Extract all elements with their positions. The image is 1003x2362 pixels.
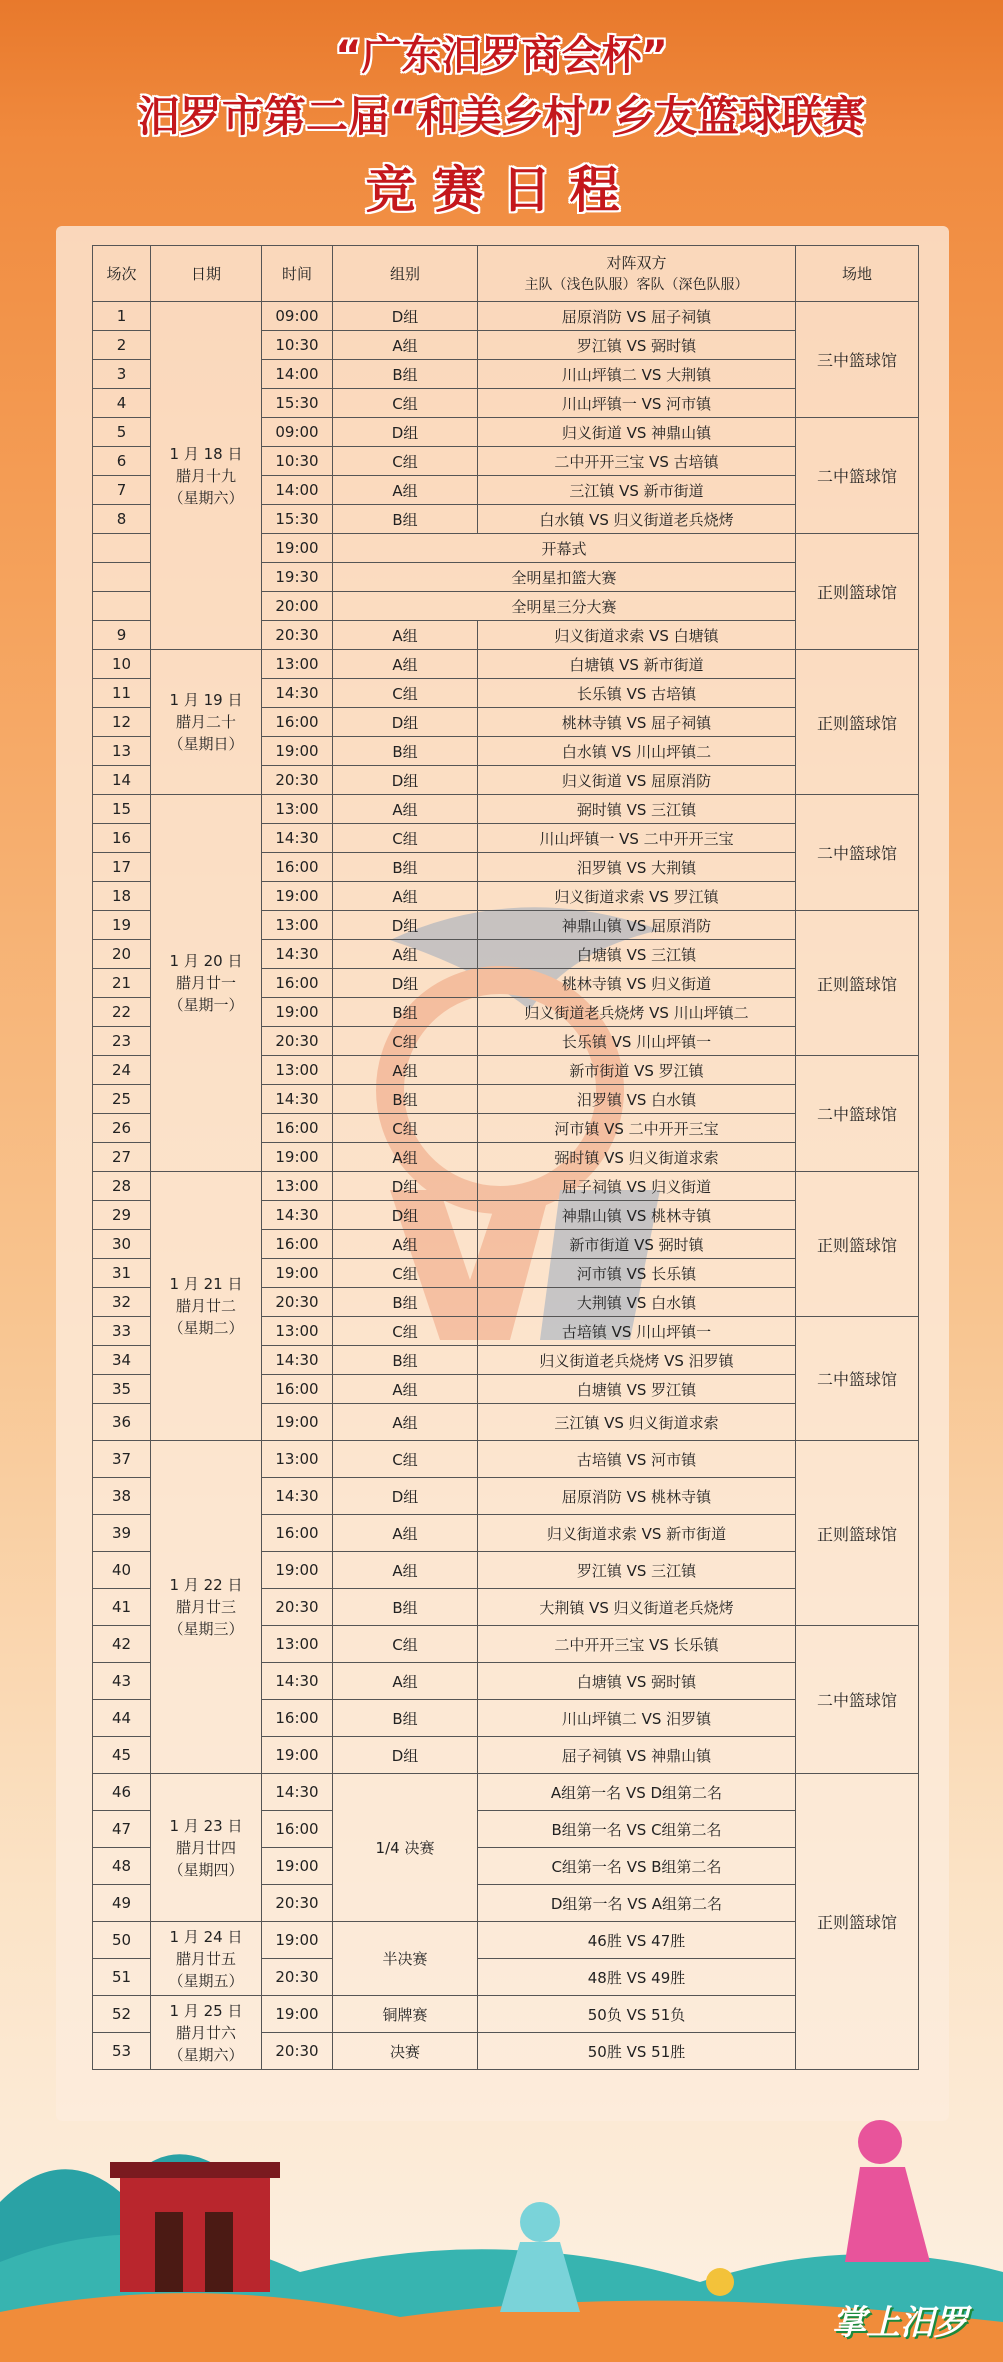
match-no-cell: 1 <box>93 302 151 331</box>
teams-cell: 古培镇 VS 川山坪镇一 <box>478 1317 796 1346</box>
teams-cell: 白塘镇 VS 新市街道 <box>478 650 796 679</box>
teams-cell: D组第一名 VS A组第二名 <box>478 1885 796 1922</box>
match-no-cell: 45 <box>93 1737 151 1774</box>
date-cell <box>151 302 262 650</box>
time-cell: 19:00 <box>262 1737 333 1774</box>
match-no-cell: 40 <box>93 1552 151 1589</box>
teams-cell: 汨罗镇 VS 大荆镇 <box>478 853 796 882</box>
time-cell: 13:00 <box>262 1317 333 1346</box>
teams-cell: B组第一名 VS C组第二名 <box>478 1811 796 1848</box>
time-cell: 19:00 <box>262 534 333 563</box>
time-cell: 14:30 <box>262 1085 333 1114</box>
venue-cell: 正则篮球馆 <box>796 534 919 650</box>
group-cell: A组 <box>333 621 478 650</box>
teams-cell: 白塘镇 VS 弼时镇 <box>478 1663 796 1700</box>
table-row <box>93 1441 919 1478</box>
group-cell: C组 <box>333 1441 478 1478</box>
group-cell: A组 <box>333 882 478 911</box>
time-cell: 13:00 <box>262 1056 333 1085</box>
group-cell: B组 <box>333 505 478 534</box>
match-no-cell: 53 <box>93 2033 151 2070</box>
teams-cell: 长乐镇 VS 川山坪镇一 <box>478 1027 796 1056</box>
teams-cell: 河市镇 VS 二中开开三宝 <box>478 1114 796 1143</box>
match-no-cell: 46 <box>93 1774 151 1811</box>
date-line: 1 月 24 日 <box>169 1927 243 1946</box>
time-cell: 13:00 <box>262 1441 333 1478</box>
time-cell: 09:00 <box>262 418 333 447</box>
group-cell: A组 <box>333 1230 478 1259</box>
match-no-cell: 41 <box>93 1589 151 1626</box>
match-no-cell: 37 <box>93 1441 151 1478</box>
venue-cell: 三中篮球馆 <box>796 302 919 418</box>
time-cell: 16:00 <box>262 853 333 882</box>
date-line: 腊月廿四 <box>175 1838 236 1857</box>
time-cell: 14:00 <box>262 360 333 389</box>
venue-cell: 二中篮球馆 <box>796 418 919 534</box>
match-no-cell: 10 <box>93 650 151 679</box>
match-no-cell: 38 <box>93 1478 151 1515</box>
date-line: 腊月十九 <box>175 466 236 485</box>
match-no-cell: 50 <box>93 1922 151 1959</box>
event-cell: 全明星扣篮大赛 <box>333 563 796 592</box>
time-cell: 20:30 <box>262 1959 333 1996</box>
date-line: 腊月廿六 <box>175 2023 236 2042</box>
teams-cell: 川山坪镇二 VS 大荆镇 <box>478 360 796 389</box>
time-cell: 16:00 <box>262 969 333 998</box>
date-line: 1 月 22 日 <box>169 1576 243 1594</box>
date-cell <box>151 1774 262 1922</box>
match-no-cell: 35 <box>93 1375 151 1404</box>
group-cell: D组 <box>333 1201 478 1230</box>
match-no-cell: 33 <box>93 1317 151 1346</box>
time-cell: 19:00 <box>262 1143 333 1172</box>
match-no-cell: 32 <box>93 1288 151 1317</box>
match-no-cell: 6 <box>93 447 151 476</box>
group-cell: A组 <box>333 1552 478 1589</box>
group-cell: B组 <box>333 1085 478 1114</box>
group-cell: A组 <box>333 650 478 679</box>
header-teams <box>478 246 796 302</box>
venue-cell: 二中篮球馆 <box>796 795 919 911</box>
time-cell: 13:00 <box>262 1626 333 1663</box>
teams-cell: 神鼎山镇 VS 桃林寺镇 <box>478 1201 796 1230</box>
group-cell: C组 <box>333 824 478 853</box>
group-cell: A组 <box>333 476 478 505</box>
group-cell: B组 <box>333 998 478 1027</box>
group-cell: C组 <box>333 389 478 418</box>
teams-cell: 50胜 VS 51胜 <box>478 2033 796 2070</box>
venue-cell: 正则篮球馆 <box>796 650 919 795</box>
venue-cell: 正则篮球馆 <box>796 1774 919 2070</box>
group-cell: D组 <box>333 1737 478 1774</box>
teams-cell: 归义街道老兵烧烤 VS 汨罗镇 <box>478 1346 796 1375</box>
time-cell: 14:30 <box>262 1478 333 1515</box>
match-no-cell: 27 <box>93 1143 151 1172</box>
group-cell: A组 <box>333 1056 478 1085</box>
group-cell: 1/4 决赛 <box>333 1774 478 1922</box>
teams-cell: 三江镇 VS 新市街道 <box>478 476 796 505</box>
group-cell: D组 <box>333 302 478 331</box>
time-cell: 13:00 <box>262 1172 333 1201</box>
date-cell <box>151 1441 262 1774</box>
teams-cell: 汨罗镇 VS 白水镇 <box>478 1085 796 1114</box>
group-cell: B组 <box>333 1346 478 1375</box>
venue-cell: 二中篮球馆 <box>796 1626 919 1774</box>
table-row <box>93 650 919 679</box>
time-cell: 16:00 <box>262 1114 333 1143</box>
group-cell: B组 <box>333 737 478 766</box>
group-cell: A组 <box>333 331 478 360</box>
teams-cell: 三江镇 VS 归义街道求索 <box>478 1404 796 1441</box>
date-cell <box>151 1172 262 1441</box>
time-cell: 20:00 <box>262 592 333 621</box>
teams-cell: 长乐镇 VS 古培镇 <box>478 679 796 708</box>
match-no-cell: 39 <box>93 1515 151 1552</box>
group-cell: A组 <box>333 1143 478 1172</box>
date-line: （星期二） <box>168 1319 244 1337</box>
header-group: 组别 <box>333 246 478 302</box>
date-line: 1 月 23 日 <box>169 1816 243 1835</box>
time-cell: 19:00 <box>262 1922 333 1959</box>
teams-cell: 川山坪镇一 VS 二中开开三宝 <box>478 824 796 853</box>
group-cell: C组 <box>333 1259 478 1288</box>
match-no-cell: 25 <box>93 1085 151 1114</box>
group-cell: A组 <box>333 1404 478 1441</box>
header-match-no: 场次 <box>93 246 151 302</box>
teams-cell: 归义街道 VS 神鼎山镇 <box>478 418 796 447</box>
match-no-cell: 43 <box>93 1663 151 1700</box>
date-cell <box>151 650 262 795</box>
date-line: （星期日） <box>168 735 244 753</box>
teams-cell: 50负 VS 51负 <box>478 1996 796 2033</box>
date-line: 1 月 18 日 <box>169 444 243 463</box>
date-cell <box>151 795 262 1172</box>
header-date: 日期 <box>151 246 262 302</box>
teams-cell: 屈子祠镇 VS 归义街道 <box>478 1172 796 1201</box>
match-no-cell: 31 <box>93 1259 151 1288</box>
match-no-cell: 19 <box>93 911 151 940</box>
time-cell: 20:30 <box>262 621 333 650</box>
time-cell: 14:30 <box>262 1346 333 1375</box>
time-cell: 16:00 <box>262 1230 333 1259</box>
match-no-cell: 15 <box>93 795 151 824</box>
date-line: 腊月廿一 <box>175 974 236 992</box>
match-no-cell: 21 <box>93 969 151 998</box>
match-no-cell: 7 <box>93 476 151 505</box>
date-line: （星期一） <box>168 996 244 1014</box>
group-cell: B组 <box>333 1700 478 1737</box>
date-cell <box>151 1922 262 1996</box>
match-no-cell: 12 <box>93 708 151 737</box>
venue-cell: 正则篮球馆 <box>796 1441 919 1626</box>
time-cell: 14:30 <box>262 679 333 708</box>
time-cell: 19:00 <box>262 1848 333 1885</box>
match-no-cell: 48 <box>93 1848 151 1885</box>
group-cell: C组 <box>333 1317 478 1346</box>
match-no-cell: 22 <box>93 998 151 1027</box>
group-cell: A组 <box>333 1515 478 1552</box>
header-venue: 场地 <box>796 246 919 302</box>
teams-cell: 新市街道 VS 弼时镇 <box>478 1230 796 1259</box>
teams-cell: 新市街道 VS 罗江镇 <box>478 1056 796 1085</box>
group-cell: A组 <box>333 795 478 824</box>
group-cell: D组 <box>333 911 478 940</box>
match-no-cell: 18 <box>93 882 151 911</box>
time-cell: 13:00 <box>262 795 333 824</box>
date-line: 1 月 19 日 <box>169 691 243 709</box>
teams-cell: 弼时镇 VS 三江镇 <box>478 795 796 824</box>
time-cell: 16:00 <box>262 708 333 737</box>
time-cell: 20:30 <box>262 766 333 795</box>
time-cell: 09:00 <box>262 302 333 331</box>
date-line: 1 月 21 日 <box>169 1275 243 1293</box>
group-cell: C组 <box>333 1027 478 1056</box>
title-line-2: 汨罗市第二届“和美乡村”乡友篮球联赛 <box>137 92 866 141</box>
group-cell: D组 <box>333 1478 478 1515</box>
match-no-cell: 3 <box>93 360 151 389</box>
date-line: 1 月 20 日 <box>169 952 243 970</box>
teams-cell: 二中开开三宝 VS 古培镇 <box>478 447 796 476</box>
teams-cell: 屈原消防 VS 桃林寺镇 <box>478 1478 796 1515</box>
group-cell: B组 <box>333 853 478 882</box>
time-cell: 15:30 <box>262 505 333 534</box>
time-cell: 19:00 <box>262 737 333 766</box>
time-cell: 15:30 <box>262 389 333 418</box>
group-cell: C组 <box>333 679 478 708</box>
teams-cell: 屈原消防 VS 屈子祠镇 <box>478 302 796 331</box>
event-cell: 全明星三分大赛 <box>333 592 796 621</box>
group-cell: D组 <box>333 766 478 795</box>
match-no-cell: 5 <box>93 418 151 447</box>
teams-cell: 白塘镇 VS 三江镇 <box>478 940 796 969</box>
date-line: （星期三） <box>168 1620 244 1638</box>
match-no-cell: 52 <box>93 1996 151 2033</box>
teams-cell: 归义街道求索 VS 白塘镇 <box>478 621 796 650</box>
group-cell: A组 <box>333 1663 478 1700</box>
time-cell: 20:30 <box>262 2033 333 2070</box>
match-no-cell: 44 <box>93 1700 151 1737</box>
date-line: 腊月二十 <box>175 713 236 731</box>
date-line: 腊月廿五 <box>175 1949 236 1968</box>
header-teams-title: 对阵双方 <box>606 253 667 272</box>
match-no-cell: 30 <box>93 1230 151 1259</box>
date-line: 腊月廿三 <box>175 1598 236 1616</box>
match-no-cell: 51 <box>93 1959 151 1996</box>
date-line: （星期四） <box>168 1860 244 1879</box>
teams-cell: 河市镇 VS 长乐镇 <box>478 1259 796 1288</box>
time-cell: 19:30 <box>262 563 333 592</box>
date-line: （星期六） <box>168 2045 244 2064</box>
table-row <box>93 302 919 331</box>
teams-cell: 弼时镇 VS 归义街道求索 <box>478 1143 796 1172</box>
time-cell: 19:00 <box>262 882 333 911</box>
match-no-cell: 49 <box>93 1885 151 1922</box>
group-cell: A组 <box>333 1375 478 1404</box>
teams-cell: 古培镇 VS 河市镇 <box>478 1441 796 1478</box>
time-cell: 16:00 <box>262 1375 333 1404</box>
teams-cell: 屈子祠镇 VS 神鼎山镇 <box>478 1737 796 1774</box>
match-no-cell <box>93 534 151 563</box>
table-row <box>93 1172 919 1201</box>
venue-cell: 正则篮球馆 <box>796 1172 919 1317</box>
time-cell: 19:00 <box>262 1259 333 1288</box>
time-cell: 20:30 <box>262 1885 333 1922</box>
time-cell: 14:30 <box>262 1663 333 1700</box>
teams-cell: 46胜 VS 47胜 <box>478 1922 796 1959</box>
match-no-cell: 2 <box>93 331 151 360</box>
teams-cell: 二中开开三宝 VS 长乐镇 <box>478 1626 796 1663</box>
date-line: 腊月廿二 <box>175 1297 236 1315</box>
time-cell: 19:00 <box>262 1996 333 2033</box>
date-line: 1 月 25 日 <box>169 2001 243 2020</box>
teams-cell: 川山坪镇二 VS 汨罗镇 <box>478 1700 796 1737</box>
group-cell: B组 <box>333 360 478 389</box>
time-cell: 20:30 <box>262 1288 333 1317</box>
time-cell: 16:00 <box>262 1700 333 1737</box>
table-row <box>93 1774 919 1811</box>
teams-cell: 48胜 VS 49胜 <box>478 1959 796 1996</box>
match-no-cell: 47 <box>93 1811 151 1848</box>
time-cell: 19:00 <box>262 1552 333 1589</box>
teams-cell: C组第一名 VS B组第二名 <box>478 1848 796 1885</box>
group-cell: 半决赛 <box>333 1922 478 1996</box>
table-row <box>93 1922 919 1959</box>
match-no-cell: 29 <box>93 1201 151 1230</box>
event-cell: 开幕式 <box>333 534 796 563</box>
match-no-cell: 42 <box>93 1626 151 1663</box>
match-no-cell: 9 <box>93 621 151 650</box>
match-no-cell <box>93 563 151 592</box>
group-cell: B组 <box>333 1589 478 1626</box>
header-time: 时间 <box>262 246 333 302</box>
time-cell: 10:30 <box>262 447 333 476</box>
group-cell: A组 <box>333 940 478 969</box>
teams-cell: 大荆镇 VS 归义街道老兵烧烤 <box>478 1589 796 1626</box>
time-cell: 14:30 <box>262 940 333 969</box>
time-cell: 20:30 <box>262 1027 333 1056</box>
table-row <box>93 795 919 824</box>
group-cell: D组 <box>333 708 478 737</box>
date-cell <box>151 1996 262 2070</box>
match-no-cell: 8 <box>93 505 151 534</box>
group-cell: D组 <box>333 1172 478 1201</box>
teams-cell: 白塘镇 VS 罗江镇 <box>478 1375 796 1404</box>
group-cell: C组 <box>333 1114 478 1143</box>
time-cell: 20:30 <box>262 1589 333 1626</box>
time-cell: 19:00 <box>262 998 333 1027</box>
match-no-cell: 24 <box>93 1056 151 1085</box>
match-no-cell: 13 <box>93 737 151 766</box>
teams-cell: 罗江镇 VS 三江镇 <box>478 1552 796 1589</box>
app-logo: 掌上汨罗 <box>832 2303 968 2343</box>
time-cell: 10:30 <box>262 331 333 360</box>
match-no-cell: 16 <box>93 824 151 853</box>
teams-cell: 白水镇 VS 归义街道老兵烧烤 <box>478 505 796 534</box>
time-cell: 13:00 <box>262 650 333 679</box>
match-no-cell: 36 <box>93 1404 151 1441</box>
teams-cell: 归义街道求索 VS 罗江镇 <box>478 882 796 911</box>
teams-cell: 桃林寺镇 VS 归义街道 <box>478 969 796 998</box>
time-cell: 14:00 <box>262 476 333 505</box>
time-cell: 14:30 <box>262 1201 333 1230</box>
group-cell: 决赛 <box>333 2033 478 2070</box>
match-no-cell: 28 <box>93 1172 151 1201</box>
match-no-cell <box>93 592 151 621</box>
time-cell: 16:00 <box>262 1811 333 1848</box>
venue-cell: 二中篮球馆 <box>796 1056 919 1172</box>
teams-cell: 归义街道求索 VS 新市街道 <box>478 1515 796 1552</box>
teams-cell: 罗江镇 VS 弼时镇 <box>478 331 796 360</box>
date-line: （星期五） <box>168 1971 244 1990</box>
teams-cell: 归义街道 VS 屈原消防 <box>478 766 796 795</box>
group-cell: D组 <box>333 418 478 447</box>
teams-cell: A组第一名 VS D组第二名 <box>478 1774 796 1811</box>
time-cell: 13:00 <box>262 911 333 940</box>
group-cell: 铜牌赛 <box>333 1996 478 2033</box>
venue-cell: 二中篮球馆 <box>796 1317 919 1441</box>
time-cell: 14:30 <box>262 824 333 853</box>
match-no-cell: 4 <box>93 389 151 418</box>
match-no-cell: 23 <box>93 1027 151 1056</box>
schedule-table <box>92 245 919 2070</box>
table-row <box>93 1996 919 2033</box>
teams-cell: 大荆镇 VS 白水镇 <box>478 1288 796 1317</box>
teams-cell: 川山坪镇一 VS 河市镇 <box>478 389 796 418</box>
teams-cell: 神鼎山镇 VS 屈原消防 <box>478 911 796 940</box>
date-line: （星期六） <box>168 488 244 507</box>
title-line-1: “广东汨罗商会杯” <box>335 33 668 79</box>
teams-cell: 归义街道老兵烧烤 VS 川山坪镇二 <box>478 998 796 1027</box>
group-cell: D组 <box>333 969 478 998</box>
teams-cell: 桃林寺镇 VS 屈子祠镇 <box>478 708 796 737</box>
group-cell: C组 <box>333 447 478 476</box>
venue-cell: 正则篮球馆 <box>796 911 919 1056</box>
header-teams-sub: 主队（浅色队服）客队（深色队服） <box>524 276 749 293</box>
match-no-cell: 14 <box>93 766 151 795</box>
time-cell: 19:00 <box>262 1404 333 1441</box>
match-no-cell: 17 <box>93 853 151 882</box>
group-cell: C组 <box>333 1626 478 1663</box>
match-no-cell: 11 <box>93 679 151 708</box>
group-cell: B组 <box>333 1288 478 1317</box>
teams-cell: 白水镇 VS 川山坪镇二 <box>478 737 796 766</box>
title-line-3: 竞赛日程 <box>365 161 638 219</box>
time-cell: 16:00 <box>262 1515 333 1552</box>
time-cell: 14:30 <box>262 1774 333 1811</box>
match-no-cell: 20 <box>93 940 151 969</box>
match-no-cell: 26 <box>93 1114 151 1143</box>
match-no-cell: 34 <box>93 1346 151 1375</box>
